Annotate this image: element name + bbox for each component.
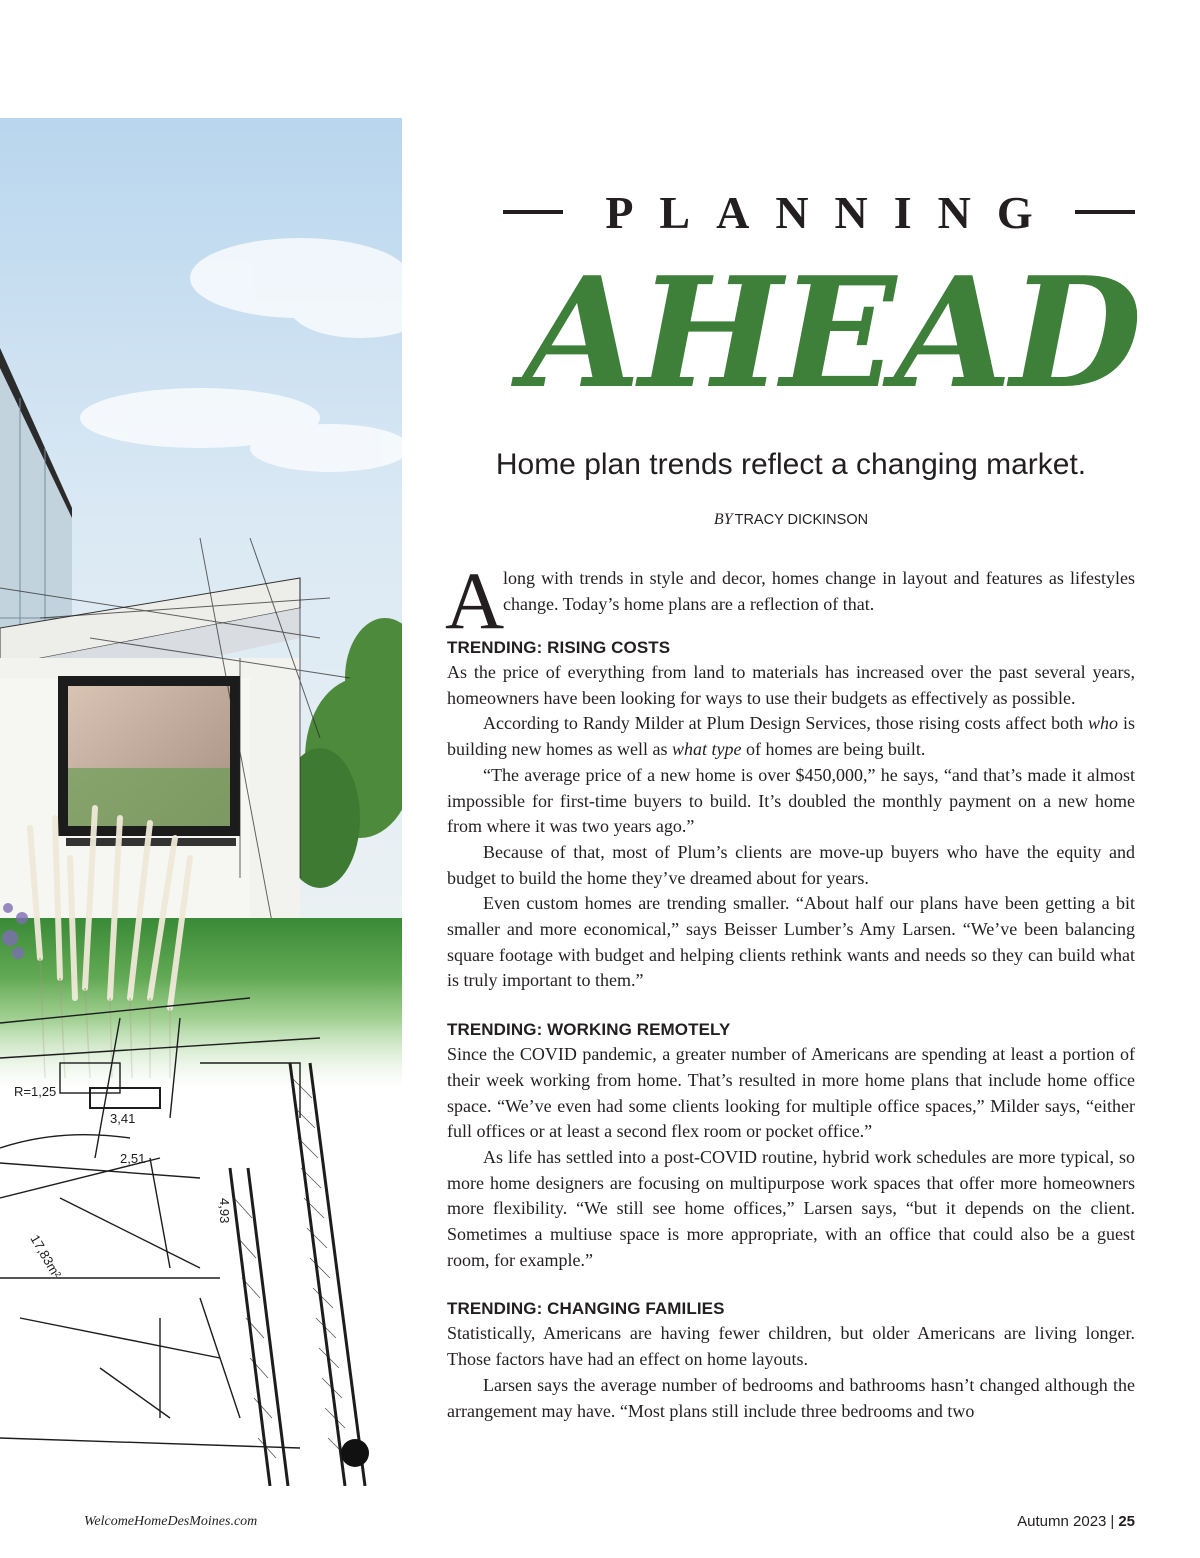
paragraph: “The average price of a new home is over $450,000,” he says, “and that’s made it almost impossible for first-time buyers to build. It’s doubled the monthly payment on a new home from where it was two years ago.”	[447, 764, 1135, 837]
footer-separator: |	[1110, 1513, 1115, 1530]
svg-text:R=1,25: R=1,25	[14, 1084, 57, 1099]
footer-issue: Autumn 2023	[1017, 1513, 1107, 1530]
kicker-word: PLANNING	[605, 186, 1059, 238]
subhead: Home plan trends reflect a changing market.	[495, 448, 1087, 481]
blueprint-dot	[341, 1439, 369, 1467]
section-heading-changing-families: TRENDING: CHANGING FAMILIES	[447, 1299, 725, 1319]
svg-text:3,41: 3,41	[110, 1111, 136, 1126]
byline	[447, 511, 1135, 529]
paragraph: Larsen says the average number of bedrooms and bathrooms hasn’t changed although the arrangement may have. “Most plans still include three bedrooms and two	[447, 1374, 1135, 1421]
emphasis: what type	[671, 739, 742, 760]
paragraph: Statistically, Americans are having fewer children, but older Americans are living longer. Those factors have had an effect on home layouts.	[447, 1323, 1135, 1370]
kicker-rule-left	[503, 210, 563, 214]
title-kicker	[503, 182, 1135, 242]
svg-text:17,83m²: 17,83m²	[27, 1232, 65, 1281]
byline-prefix: BY	[713, 511, 733, 528]
kicker-rule-right	[1075, 210, 1135, 214]
section-heading-rising-costs: TRENDING: RISING COSTS	[447, 638, 671, 657]
paragraph: As life has settled into a post-COVID routine, hybrid work schedules are more typical, so more home designers are focusing on multipurpose work spaces that offer more homeowners more flexibility. “We still see home offices,” Larsen says, “but it depends on the client. Sometimes a multiuse space is more appropriate, with an office that could also be a guest room, for example.”	[447, 1146, 1135, 1270]
svg-text:2,51: 2,51	[120, 1151, 146, 1166]
emphasis: who	[1088, 713, 1119, 734]
svg-text:4,93: 4,93	[217, 1198, 232, 1224]
page-number: 25	[1118, 1513, 1135, 1530]
footer-page-info	[1017, 1513, 1135, 1530]
paragraph: Even custom homes are trending smaller. “About half our plans have been getting a bit smaller and more economical,” says Beisser Lumber’s Amy Larsen. “We’ve been balancing square footage with budget and helping clients rethink wants and needs so they can build what is truly important to them.”	[447, 893, 1135, 991]
paragraph: Because of that, most of Plum’s clients are move-up buyers who have the equity and budget to build the home they’ve dreamed about for years.	[447, 841, 1135, 888]
lead-paragraph	[445, 555, 1135, 646]
lead-text: long with trends in style and decor, homes change in layout and features as lifestyles change. Today’s home plans are a reflection of that.	[503, 568, 1135, 614]
paragraph: According to Randy Milder at Plum Design Services, those rising costs affect both who is building new homes as well as what type of homes are being built.	[447, 713, 1135, 760]
paragraph: As the price of everything from land to materials has increased over the past several years, homeowners have been looking for ways to use their budgets as effectively as possible.	[447, 662, 1135, 708]
drop-cap: A	[445, 555, 505, 646]
paragraph: Since the COVID pandemic, a greater number of Americans are spending at least a portion of their week working from home. That’s resulted in more home plans that include home office space. “We’ve even had some clients looking for multiple office spaces,” Milder says, “either full offices or at least a second flex room or pocket office.”	[447, 1044, 1135, 1142]
section-heading-working-remotely: TRENDING: WORKING REMOTELY	[447, 1020, 731, 1040]
article-body	[445, 555, 1135, 1424]
headline: AHEAD	[522, 243, 1140, 422]
byline-author: TRACY DICKINSON	[734, 512, 869, 528]
footer-website: WelcomeHomeDesMoines.com	[84, 1514, 258, 1529]
